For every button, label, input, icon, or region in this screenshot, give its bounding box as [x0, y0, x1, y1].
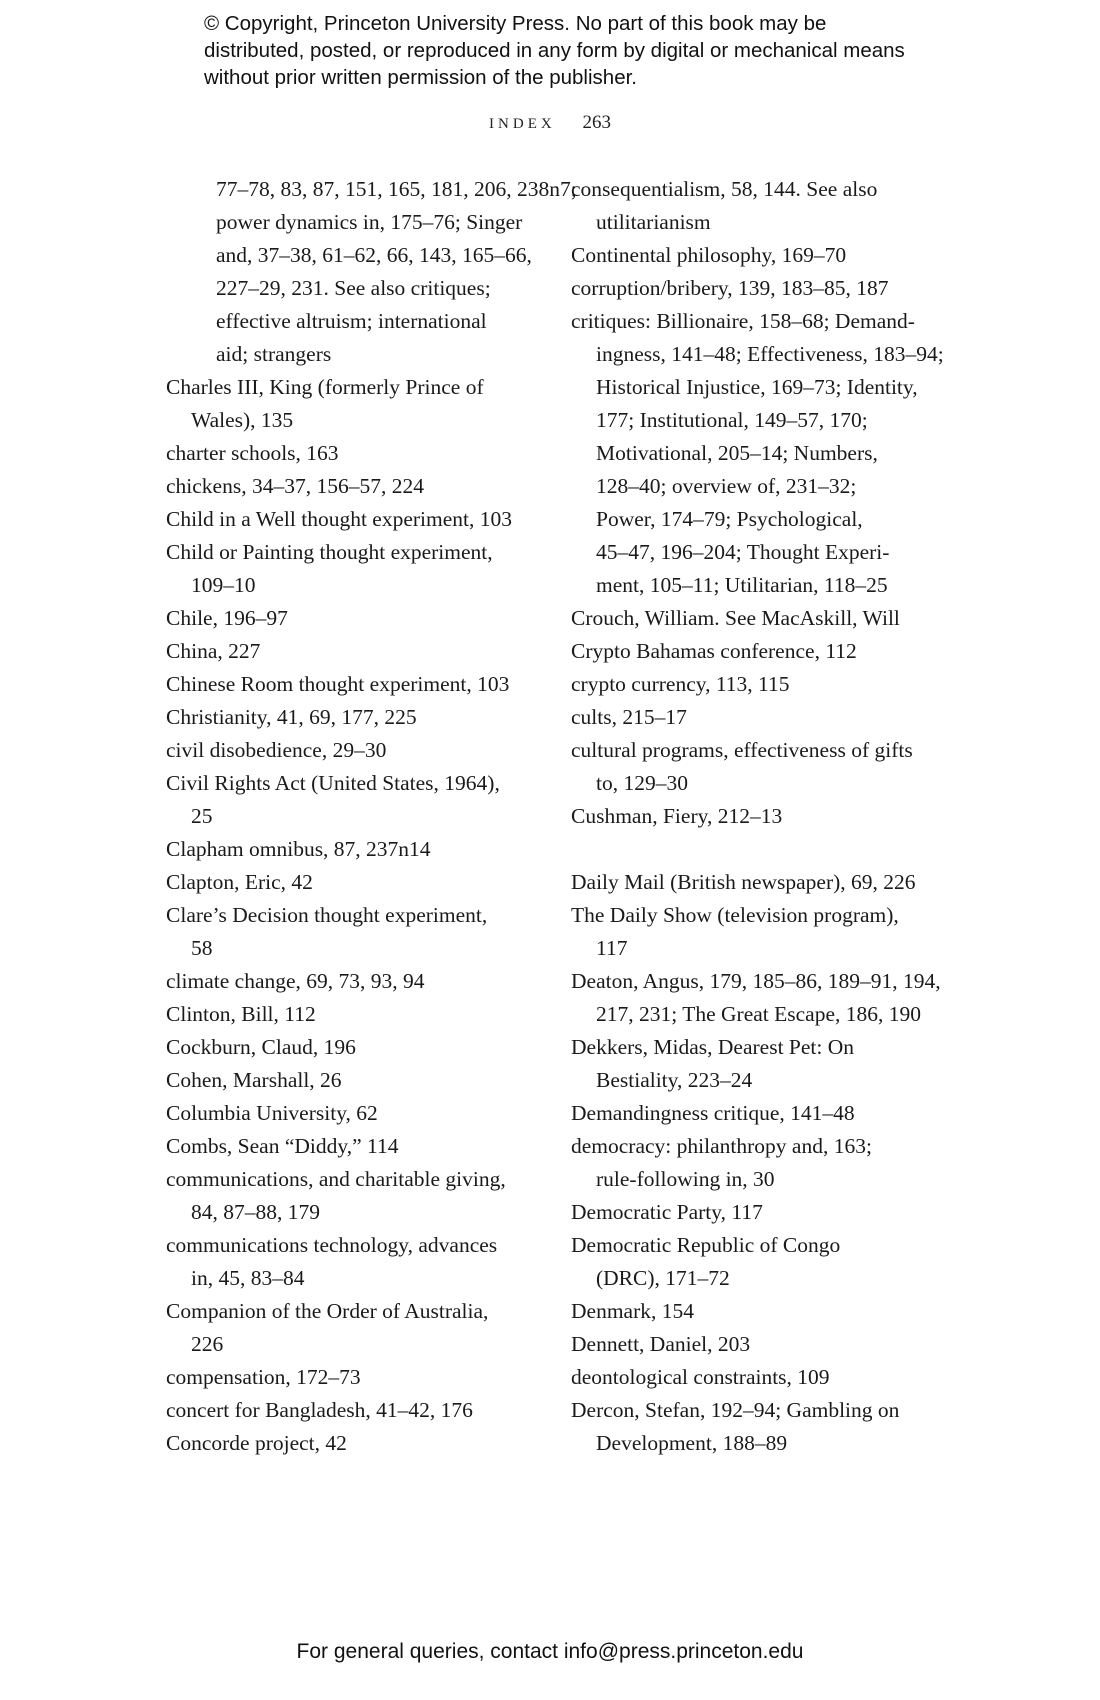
entry-line: Cushman, Fiery, 212–13 [571, 804, 783, 828]
index-entry [571, 602, 941, 635]
index-entry [166, 1064, 536, 1097]
entry-line: 45–47, 196–204; Thought Experi- [596, 540, 890, 564]
index-entry [166, 965, 536, 998]
entry-line: Bestiality, 223–24 [596, 1068, 753, 1092]
letter-group-gap [571, 833, 941, 866]
index-entry [166, 998, 536, 1031]
index-entry [571, 635, 941, 668]
entry-line: concert for Bangladesh, 41–42, 176 [166, 1398, 473, 1422]
entry-line: Wales), 135 [191, 408, 294, 432]
copyright-notice: © Copyright, Princeton University Press. No part of this book may be distributed, posted, or reproduced in any form by digital or mechanical means without prior written permission of the publisher. [204, 12, 905, 89]
index-entry [166, 1163, 536, 1229]
entry-line: effective altruism; international [216, 309, 487, 333]
entry-line: Daily Mail (British newspaper), 69, 226 [571, 870, 916, 894]
entry-line: in, 45, 83–84 [191, 1266, 305, 1290]
index-entry [571, 800, 941, 833]
entry-line: Continental philosophy, 169–70 [571, 243, 847, 267]
entry-line: Power, 174–79; Psychological, [596, 507, 863, 531]
entry-line: crypto currency, 113, 115 [571, 672, 790, 696]
index-entry [571, 239, 941, 272]
entry-line: 58 [191, 936, 213, 960]
index-entry [571, 1229, 941, 1295]
index-entry [166, 1295, 536, 1361]
index-entry [571, 1031, 941, 1097]
index-entry [166, 503, 536, 536]
entry-line: Deaton, Angus, 179, 185–86, 189–91, 194, [571, 969, 941, 993]
entry-line: Cockburn, Claud, 196 [166, 1035, 356, 1059]
entry-line: 177; Institutional, 149–57, 170; [596, 408, 868, 432]
entry-line: 77–78, 83, 87, 151, 165, 181, 206, 238n7; [216, 177, 577, 201]
running-head-label: INDEX [489, 116, 556, 132]
entry-line: democracy: philanthropy and, 163; [571, 1134, 872, 1158]
entry-line: Chile, 196–97 [166, 606, 288, 630]
entry-line: Cohen, Marshall, 26 [166, 1068, 342, 1092]
entry-line: and, 37–38, 61–62, 66, 143, 165–66, [216, 243, 532, 267]
index-column-right [571, 173, 944, 1460]
entry-line: 117 [596, 936, 628, 960]
entry-line: Christianity, 41, 69, 177, 225 [166, 705, 417, 729]
index-column-left [166, 173, 577, 1460]
entry-line: ingness, 141–48; Effectiveness, 183–94; [596, 342, 944, 366]
entry-line: to, 129–30 [596, 771, 688, 795]
index-entry [166, 1130, 536, 1163]
index-entry [166, 437, 536, 470]
entry-line: Child or Painting thought experiment, [166, 540, 493, 564]
entry-line: power dynamics in, 175–76; Singer [216, 210, 523, 234]
entry-line: deontological constraints, 109 [571, 1365, 830, 1389]
index-entry [166, 1394, 536, 1427]
entry-line: 25 [191, 804, 213, 828]
entry-line: cultural programs, effectiveness of gifts [571, 738, 913, 762]
entry-line: Concorde project, 42 [166, 1431, 347, 1455]
index-entry [166, 1427, 536, 1460]
index-entry [571, 965, 941, 1031]
entry-line: Child in a Well thought experiment, 103 [166, 507, 513, 531]
entry-line: communications, and charitable giving, [166, 1167, 506, 1191]
entry-line: Clinton, Bill, 112 [166, 1002, 316, 1026]
index-entry [166, 701, 536, 734]
entry-line: 217, 231; The Great Escape, 186, 190 [596, 1002, 922, 1026]
entry-line: 226 [191, 1332, 224, 1356]
index-entry [571, 866, 941, 899]
index-entries-left [166, 371, 536, 1460]
entry-line: corruption/bribery, 139, 183–85, 187 [571, 276, 889, 300]
index-entry [166, 1361, 536, 1394]
entry-line: critiques: Billionaire, 158–68; Demand- [571, 309, 915, 333]
index-entry [571, 701, 941, 734]
index-entry [166, 470, 536, 503]
entry-line: Democratic Republic of Congo [571, 1233, 841, 1257]
index-entry [571, 1196, 941, 1229]
entry-line: communications technology, advances [166, 1233, 498, 1257]
running-head [0, 112, 1100, 134]
entry-line: compensation, 172–73 [166, 1365, 361, 1389]
entry-line: consequentialism, 58, 144. See also [571, 177, 878, 201]
entry-line: Democratic Party, 117 [571, 1200, 763, 1224]
entry-line: Clapton, Eric, 42 [166, 870, 313, 894]
index-entries-right-c [571, 173, 944, 833]
index-entry [571, 1394, 941, 1460]
entry-line: China, 227 [166, 639, 261, 663]
index-entry [166, 668, 536, 701]
index-entry [166, 635, 536, 668]
entry-line: chickens, 34–37, 156–57, 224 [166, 474, 424, 498]
entry-line: Historical Injustice, 169–73; Identity, [596, 375, 918, 399]
footer-contact: For general queries, contact info@press.princeton.edu [296, 1640, 804, 1663]
entry-line: aid; strangers [216, 342, 332, 366]
entry-line: Clare’s Decision thought experiment, [166, 903, 488, 927]
index-entry [166, 602, 536, 635]
entry-line: charter schools, 163 [166, 441, 339, 465]
index-entry [571, 1361, 941, 1394]
page-number: 263 [582, 112, 611, 133]
entry-line: Civil Rights Act (United States, 1964), [166, 771, 500, 795]
entry-line: 227–29, 231. See also critiques; [216, 276, 491, 300]
entry-line: Companion of the Order of Australia, [166, 1299, 489, 1323]
entry-line: climate change, 69, 73, 93, 94 [166, 969, 425, 993]
index-entry [166, 767, 536, 833]
index-entry [166, 734, 536, 767]
entry-line: 109–10 [191, 573, 256, 597]
entry-line: Crypto Bahamas conference, 112 [571, 639, 857, 663]
index-entry [571, 1328, 941, 1361]
index-entries-right-d [571, 866, 941, 1460]
index-entry [571, 272, 941, 305]
entry-line: Denmark, 154 [571, 1299, 694, 1323]
index-entry [571, 305, 944, 602]
entry-line: 128–40; overview of, 231–32; [596, 474, 857, 498]
index-entry [166, 1097, 536, 1130]
entry-line: Charles III, King (formerly Prince of [166, 375, 484, 399]
index-entry [166, 1229, 536, 1295]
entry-line: cults, 215–17 [571, 705, 687, 729]
index-entry [166, 833, 536, 866]
index-entry [166, 536, 536, 602]
entry-line: Demandingness critique, 141–48 [571, 1101, 855, 1125]
index-entry [571, 1295, 941, 1328]
index-entry [166, 866, 536, 899]
index-entry [571, 1097, 941, 1130]
entry-line: ment, 105–11; Utilitarian, 118–25 [596, 573, 888, 597]
index-entry [571, 668, 941, 701]
index-entry [166, 899, 536, 965]
entry-line: (DRC), 171–72 [596, 1266, 730, 1290]
index-entry-continued [166, 173, 577, 371]
entry-line: Combs, Sean “Diddy,” 114 [166, 1134, 399, 1158]
entry-line: Dekkers, Midas, Dearest Pet: On [571, 1035, 855, 1059]
index-entry [571, 173, 941, 239]
index-entry [166, 371, 536, 437]
entry-line: Motivational, 205–14; Numbers, [596, 441, 878, 465]
entry-line: Crouch, William. See MacAskill, Will [571, 606, 900, 630]
index-entry [571, 899, 941, 965]
entry-line: Dercon, Stefan, 192–94; Gambling on [571, 1398, 900, 1422]
entry-line: rule-following in, 30 [596, 1167, 775, 1191]
index-entry [571, 1130, 941, 1196]
entry-line: Dennett, Daniel, 203 [571, 1332, 751, 1356]
index-entry [166, 1031, 536, 1064]
entry-line: Columbia University, 62 [166, 1101, 378, 1125]
index-entry [571, 734, 941, 800]
entry-line: civil disobedience, 29–30 [166, 738, 387, 762]
entry-line: Development, 188–89 [596, 1431, 788, 1455]
entry-line: 84, 87–88, 179 [191, 1200, 320, 1224]
entry-line: The Daily Show (television program), [571, 903, 899, 927]
entry-line: Clapham omnibus, 87, 237n14 [166, 837, 431, 861]
entry-line: Chinese Room thought experiment, 103 [166, 672, 510, 696]
entry-line: utilitarianism [596, 210, 711, 234]
